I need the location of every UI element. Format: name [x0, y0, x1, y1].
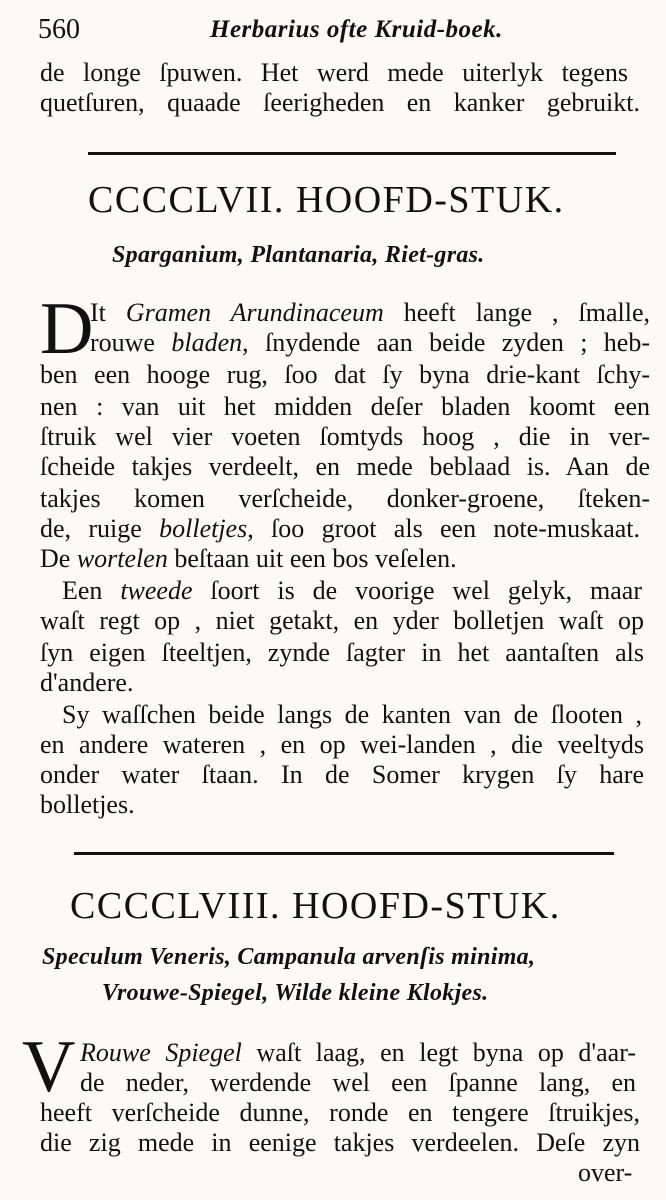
body-line: die zig mede in eenige takjes verdeelen. Deſe zyn: [40, 1128, 640, 1157]
chapter-heading: CCCCLVII. HOOFD-STUK.: [88, 179, 565, 221]
chapter-heading: CCCCLVIII. HOOFD-STUK.: [70, 885, 561, 927]
body-line: ſtruik wel vier voeten ſomtyds hoog , die in ver-: [40, 422, 650, 451]
body-line: nen : van uit het midden deſer bladen koomt een: [40, 392, 650, 421]
section-divider: [74, 852, 614, 855]
body-line: over-: [578, 1158, 633, 1187]
body-line: quetſuren, quaade ſeerigheden en kanker gebruikt.: [40, 88, 640, 117]
body-line: Een tweede ſoort is de voorige wel gelyk, maar: [62, 576, 642, 605]
body-line: takjes komen verſcheide, donker-groene, ſteken-: [40, 484, 650, 513]
body-line: ſyn eigen ſteeltjen, zynde ſagter in het aantaſten als: [40, 638, 644, 667]
body-line: de longe ſpuwen. Het werd mede uiterlyk tegens: [40, 58, 628, 87]
body-line: de neder, werdende wel een ſpanne lang, en: [80, 1068, 636, 1097]
drop-cap: V: [22, 1026, 76, 1108]
running-title: Herbarius ofte Kruid-boek.: [210, 16, 503, 43]
body-line: ſcheide takjes verdeelt, en mede beblaad is. Aan de: [40, 452, 650, 481]
body-line: onder water ſtaan. In de Somer krygen ſy hare: [40, 760, 644, 789]
drop-cap: D: [40, 288, 94, 370]
chapter-subtitle: Sparganium, Plantanaria, Riet-gras.: [112, 242, 485, 268]
body-line: d'andere.: [40, 668, 134, 697]
body-line: bolletjes.: [40, 790, 135, 819]
body-line: De wortelen beſtaan uit een bos veſelen.: [40, 544, 457, 573]
body-line: rouwe bladen, ſnydende aan beide zyden ; heb-: [90, 328, 650, 357]
body-line: heeft verſcheide dunne, ronde en tengere ſtruikjes,: [40, 1098, 640, 1127]
chapter-subtitle: Vrouwe-Spiegel, Wilde kleine Klokjes.: [102, 980, 489, 1006]
body-line: Sy waſſchen beide langs de kanten van de ſlooten ,: [62, 700, 642, 729]
body-line: de, ruige bolletjes, ſoo groot als een note-muskaat.: [40, 514, 640, 543]
body-line: waſt regt op , niet getakt, en yder bolletjen waſt op: [40, 606, 644, 635]
section-divider: [88, 152, 616, 155]
body-line: Rouwe Spiegel waſt laag, en legt byna op d'aar-: [80, 1038, 636, 1067]
body-line: en andere wateren , en op wei-landen , die veeltyds: [40, 730, 644, 759]
page-number: 560: [38, 14, 80, 45]
body-line: ben een hooge rug, ſoo dat ſy byna drie-kant ſchy-: [40, 360, 650, 389]
chapter-subtitle: Speculum Veneris, Campanula arvenſis minima,: [42, 944, 536, 970]
body-line: It Gramen Arundinaceum heeft lange , ſmalle,: [90, 298, 650, 327]
